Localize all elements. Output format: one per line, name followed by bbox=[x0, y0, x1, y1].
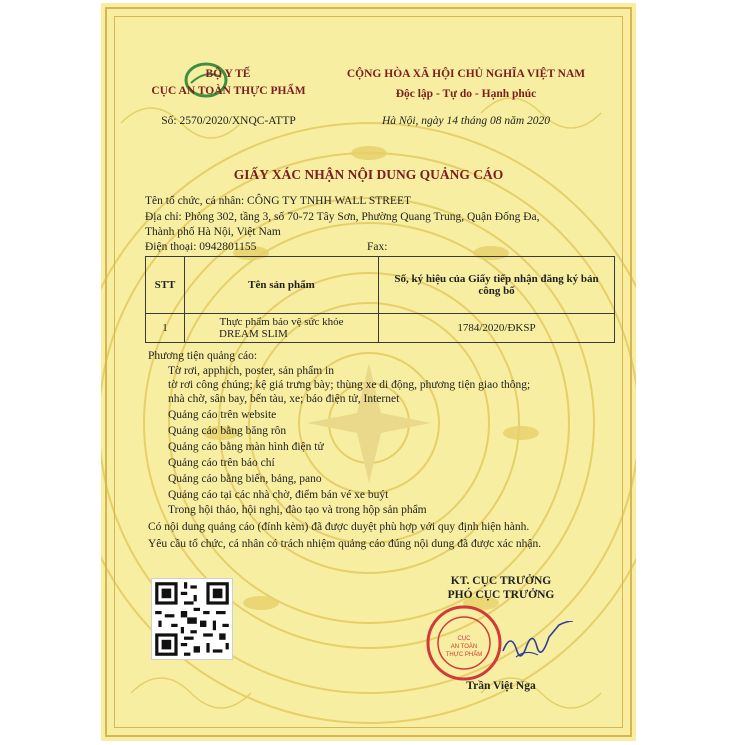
header-stt: STT bbox=[146, 257, 185, 314]
responsibility-statement: Yêu cầu tổ chức, cá nhân có trách nhiệm quảng cáo đúng nội dung đã được xác nhận. bbox=[148, 538, 542, 550]
certificate-page bbox=[101, 3, 636, 741]
signer-title-1: KT. CỤC TRƯỞNG bbox=[450, 575, 552, 587]
header-product: Tên sản phẩm bbox=[185, 257, 379, 314]
media-item: Quảng cáo tại các nhà chờ, điểm bán vé xe buýt bbox=[168, 489, 389, 501]
ministry-name: BỘ Y TẾ bbox=[205, 68, 251, 80]
approval-statement: Có nội dung quảng cáo (đính kèm) đã được duyệt phù hợp với quy định hiện hành. bbox=[148, 521, 530, 533]
media-item: Quảng cáo bằng băng rôn bbox=[168, 425, 287, 437]
phone-number: Điện thoại: 0942801155 bbox=[145, 241, 257, 253]
cell-registration: 1784/2020/ĐKSP bbox=[379, 314, 615, 343]
signer-name: Trần Việt Nga bbox=[466, 680, 536, 692]
media-item: Quảng cáo trên báo chí bbox=[168, 457, 275, 469]
table-header-row bbox=[146, 257, 615, 314]
nation-title: CỘNG HÒA XÃ HỘI CHỦ NGHĨA VIỆT NAM bbox=[346, 68, 586, 80]
address-line-1: Địa chỉ: Phòng 302, tầng 3, số 70-72 Tây Sơn, Phường Quang Trung, Quận Đống Đa, bbox=[145, 211, 540, 223]
media-item: Quảng cáo bằng màn hình điện tử bbox=[168, 441, 324, 453]
svg-text:CỤC: CỤC bbox=[457, 636, 471, 642]
media-heading: Phương tiện quảng cáo: bbox=[148, 350, 258, 362]
place-and-date: Hà Nội, ngày 14 tháng 08 năm 2020 bbox=[381, 115, 551, 127]
national-motto: Độc lập - Tự do - Hạnh phúc bbox=[395, 88, 537, 100]
department-name: CỤC AN TOÀN THỰC PHẨM bbox=[151, 85, 306, 97]
products-table bbox=[145, 256, 615, 343]
media-item: Quảng cáo trên website bbox=[168, 409, 277, 421]
address-line-2: Thành phố Hà Nội, Việt Nam bbox=[145, 226, 281, 238]
cell-stt: 1 bbox=[146, 314, 185, 343]
media-item: Tờ rơi, apphich, poster, sản phẩm in bbox=[168, 365, 334, 377]
media-item: tờ rơi công chúng; kệ giá trưng bày; thùng xe di động, phương tiện giao thông; bbox=[168, 379, 531, 391]
handwritten-signature bbox=[498, 621, 578, 669]
svg-text:AN TOÀN: AN TOÀN bbox=[450, 644, 478, 650]
cell-product bbox=[185, 314, 379, 343]
media-item: Quảng cáo bằng biển, bảng, pano bbox=[168, 473, 322, 485]
media-item: nhà chờ, sân bay, bến tàu, xe; báo điện tử, Internet bbox=[168, 393, 400, 405]
signer-title-2: PHÓ CỤC TRƯỞNG bbox=[447, 589, 555, 601]
media-item: Trong hội thảo, hội nghị, đào tạo và trong hộp sản phẩm bbox=[168, 504, 427, 516]
fax-number: Fax: bbox=[367, 241, 388, 253]
svg-text:THỰC PHẨM: THỰC PHẨM bbox=[445, 652, 483, 658]
organization-name: Tên tổ chức, cá nhân: CÔNG TY TNHH WALL STREET bbox=[145, 195, 411, 207]
page-title: GIẤY XÁC NHẬN NỘI DUNG QUẢNG CÁO bbox=[233, 167, 504, 182]
table-row bbox=[146, 314, 615, 343]
product-line-2: DREAM SLIM bbox=[219, 328, 288, 340]
qr-code bbox=[151, 578, 233, 660]
product-line-1: Thực phẩm bảo vệ sức khỏe bbox=[219, 316, 344, 328]
header-registration: Số, ký hiệu của Giấy tiếp nhận đăng ký bản công bố bbox=[379, 257, 615, 314]
document-number: Số: 2570/2020/XNQC-ATTP bbox=[161, 115, 296, 127]
official-seal-stamp bbox=[424, 603, 504, 683]
